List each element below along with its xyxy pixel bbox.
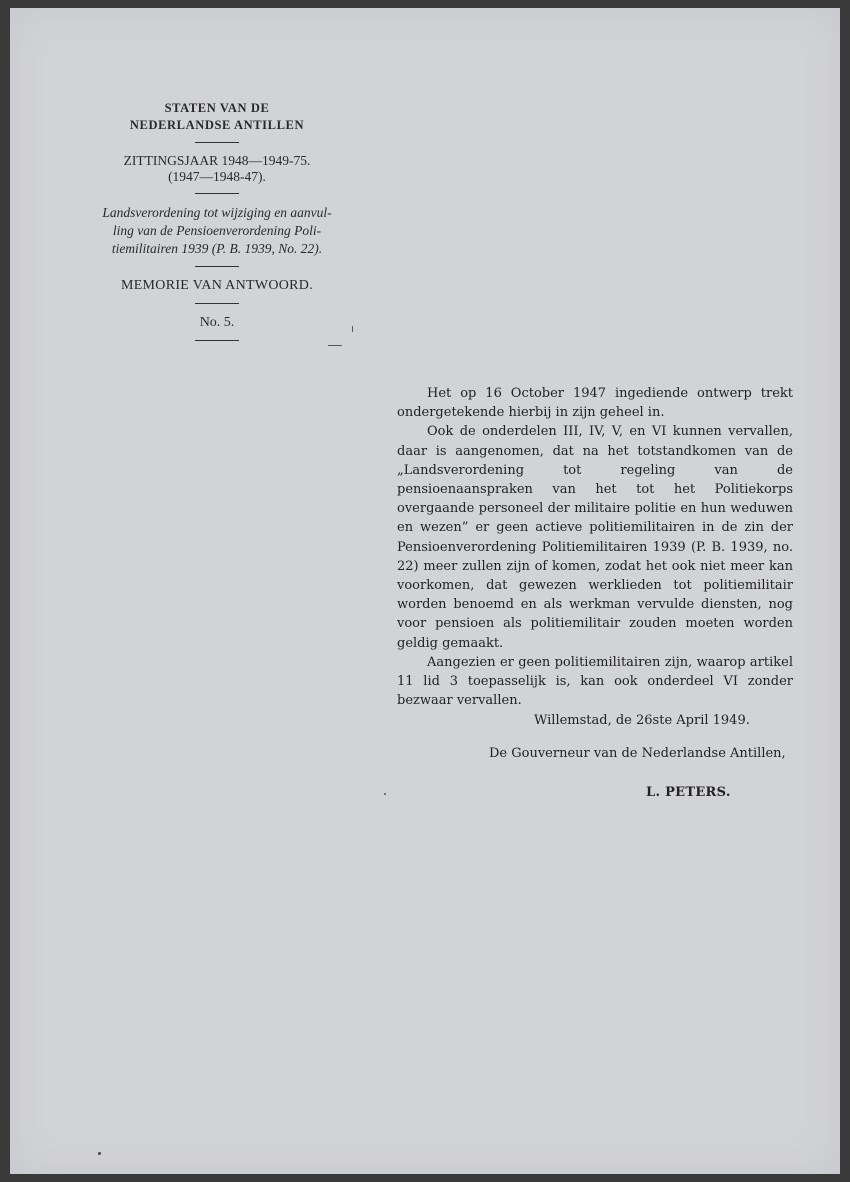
signature-name: L. PETERS. <box>646 785 731 800</box>
paper-speck <box>352 326 353 332</box>
document-number: No. 5. <box>199 315 235 330</box>
document-type: MEMORIE VAN ANTWOORD. <box>120 278 314 293</box>
paper-speck <box>328 345 342 346</box>
organization-line-2: NEDERLANDSE ANTILLEN <box>129 118 305 132</box>
divider <box>195 303 239 304</box>
document-header <box>65 100 369 351</box>
organization-line-1: STATEN VAN DE <box>164 101 270 115</box>
session-year <box>65 153 369 185</box>
ordinance-title-line-2: ling van de Pensioenverordening Poli- <box>112 223 322 238</box>
body-text <box>397 384 793 710</box>
session-line-2: (1947—1948-47). <box>168 169 266 184</box>
ordinance-title-line-3: tiemilitairen 1939 (P. B. 1939, No. 22). <box>111 241 323 256</box>
paper-speck <box>98 1152 101 1155</box>
document-page <box>10 8 840 1174</box>
divider <box>195 340 239 341</box>
session-line-1: ZITTINGSJAAR 1948—1949-75. <box>123 153 311 168</box>
paper-speck <box>384 793 386 795</box>
paragraph-1: Het op 16 October 1947 ingediende ontwerp trekt ondergetekende hierbij in zijn geheel in. <box>397 386 793 421</box>
place-and-date: Willemstad, de 26ste April 1949. <box>534 713 750 728</box>
organization-name <box>65 100 369 134</box>
divider <box>195 142 239 143</box>
paragraph-2: Ook de onderdelen III, IV, V, en VI kunnen vervallen, daar is aangenomen, dat na het totstandkomen van de „Landsverordening tot regeling van de pensioenaanspraken van het tot het Politiekorps overgaande personeel der militaire politie en hun weduwen en wezen” er geen actieve politiemilitairen in de zin der Pensioenverordening Politiemilitairen 1939 (P. B. 1939, no. 22) meer zullen zijn of komen, zodat het ook niet meer kan voorkomen, dat gewezen werklieden tot politiemilitair worden benoemd en als werkman vervulde diensten, nog voor pensioen als politiemilitair zouden moeten worden geldig gemaakt. <box>397 424 793 651</box>
divider <box>195 193 239 194</box>
divider <box>195 266 239 267</box>
ordinance-title-line-1: Landsverordening tot wijziging en aanvul- <box>102 205 332 220</box>
ordinance-title <box>65 204 369 258</box>
governor-title: De Gouverneur van de Nederlandse Antillen, <box>489 746 786 761</box>
paragraph-3: Aangezien er geen politiemilitairen zijn, waarop artikel 11 lid 3 toepasselijk is, kan ook onderdeel VI zonder bezwaar vervallen. <box>397 654 793 709</box>
